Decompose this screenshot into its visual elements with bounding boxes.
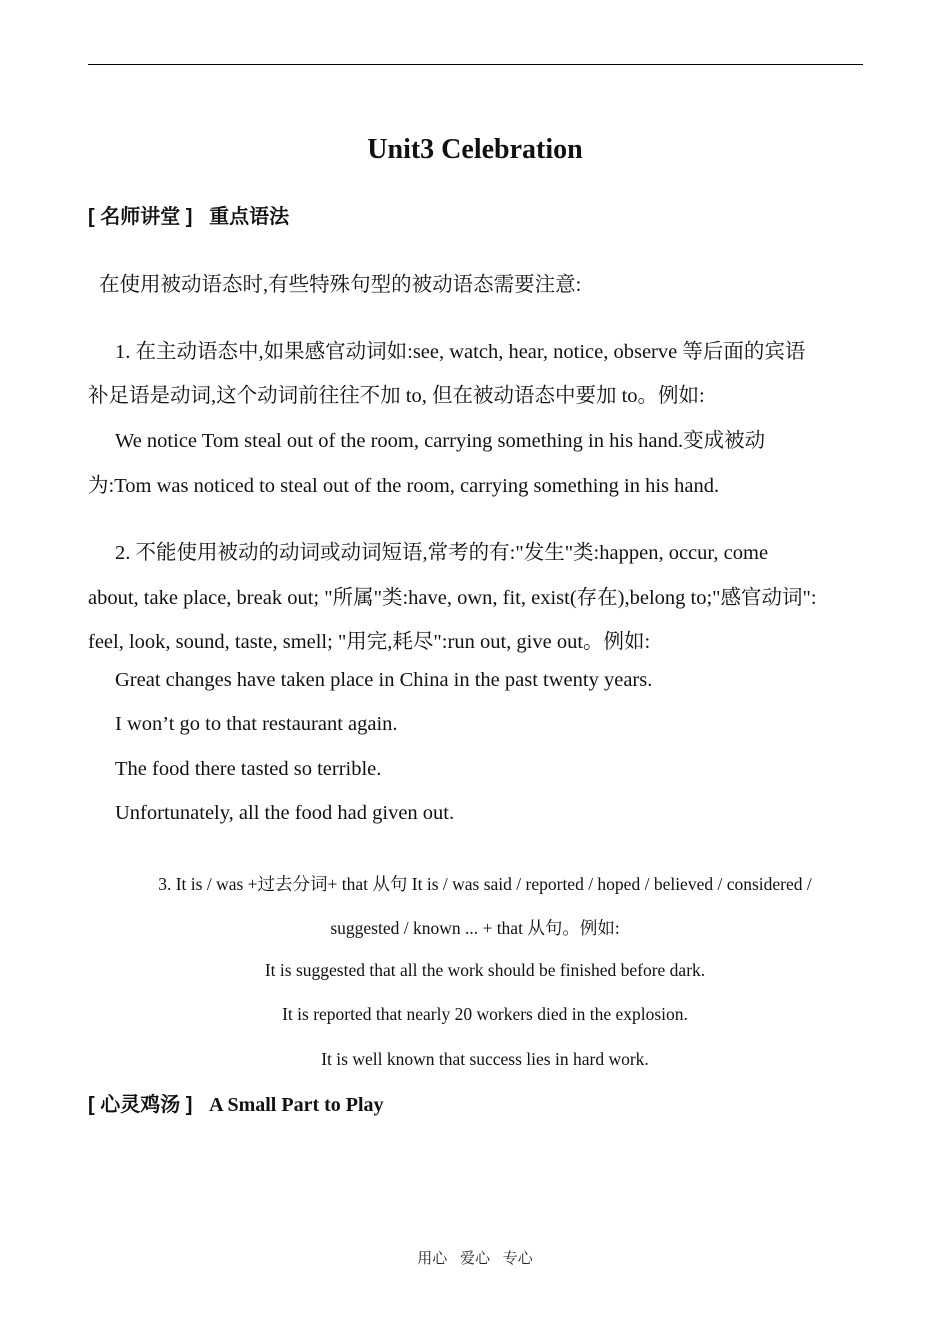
section-label: 重点语法	[209, 206, 290, 228]
point1-line4: 为:Tom was noticed to steal out of the room, carrying something in his hand.	[88, 475, 720, 497]
point2-example: I won’t go to that restaurant again.	[115, 713, 398, 735]
point2-example: Unfortunately, all the food had given out.	[115, 802, 455, 824]
point2-example: The food there tasted so terrible.	[115, 758, 382, 780]
point3-example: It is suggested that all the work should be finished before dark.	[264, 960, 706, 980]
section-heading-story	[88, 1088, 384, 1117]
section-tag: [ 名师讲堂 ]	[88, 206, 193, 228]
point1-line2: 补足语是动词,这个动词前往往不加 to, 但在被动语态中要加 to。例如:	[88, 385, 705, 407]
point3-example: It is well known that success lies in hard work.	[321, 1049, 649, 1069]
point1-line3: We notice Tom steal out of the room, carrying something in his hand.变成被动	[115, 430, 766, 452]
point3-line1: 3. It is / was +过去分词+ that 从句 It is / was said / reported / hoped / believed / considered /	[158, 874, 812, 894]
header-rule	[88, 64, 863, 65]
section-label: A Small Part to Play	[209, 1094, 384, 1116]
point2-example: Great changes have taken place in China in the past twenty years.	[115, 669, 653, 691]
section-tag: [ 心灵鸡汤 ]	[88, 1094, 193, 1116]
intro-text: 在使用被动语态时,有些特殊句型的被动语态需要注意:	[99, 274, 582, 296]
point3-line2: suggested / known ... + that 从句。例如:	[330, 918, 620, 938]
point2-line3: feel, look, sound, taste, smell; "用完,耗尽":run out, give out。例如:	[88, 631, 651, 653]
section-heading-grammar	[88, 200, 289, 229]
point2-line2: about, take place, break out; "所属"类:have, own, fit, exist(存在),belong to;"感官动词":	[88, 587, 817, 609]
point1-line1: 1. 在主动语态中,如果感官动词如:see, watch, hear, notice, observe 等后面的宾语	[115, 341, 806, 363]
point3-example: It is reported that nearly 20 workers died in the explosion.	[282, 1004, 688, 1024]
page-footer: 用心 爱心 专心	[417, 1249, 533, 1267]
page-title: Unit3 Celebration	[367, 134, 583, 165]
point2-line1: 2. 不能使用被动的动词或动词短语,常考的有:"发生"类:happen, occur, come	[115, 542, 769, 564]
